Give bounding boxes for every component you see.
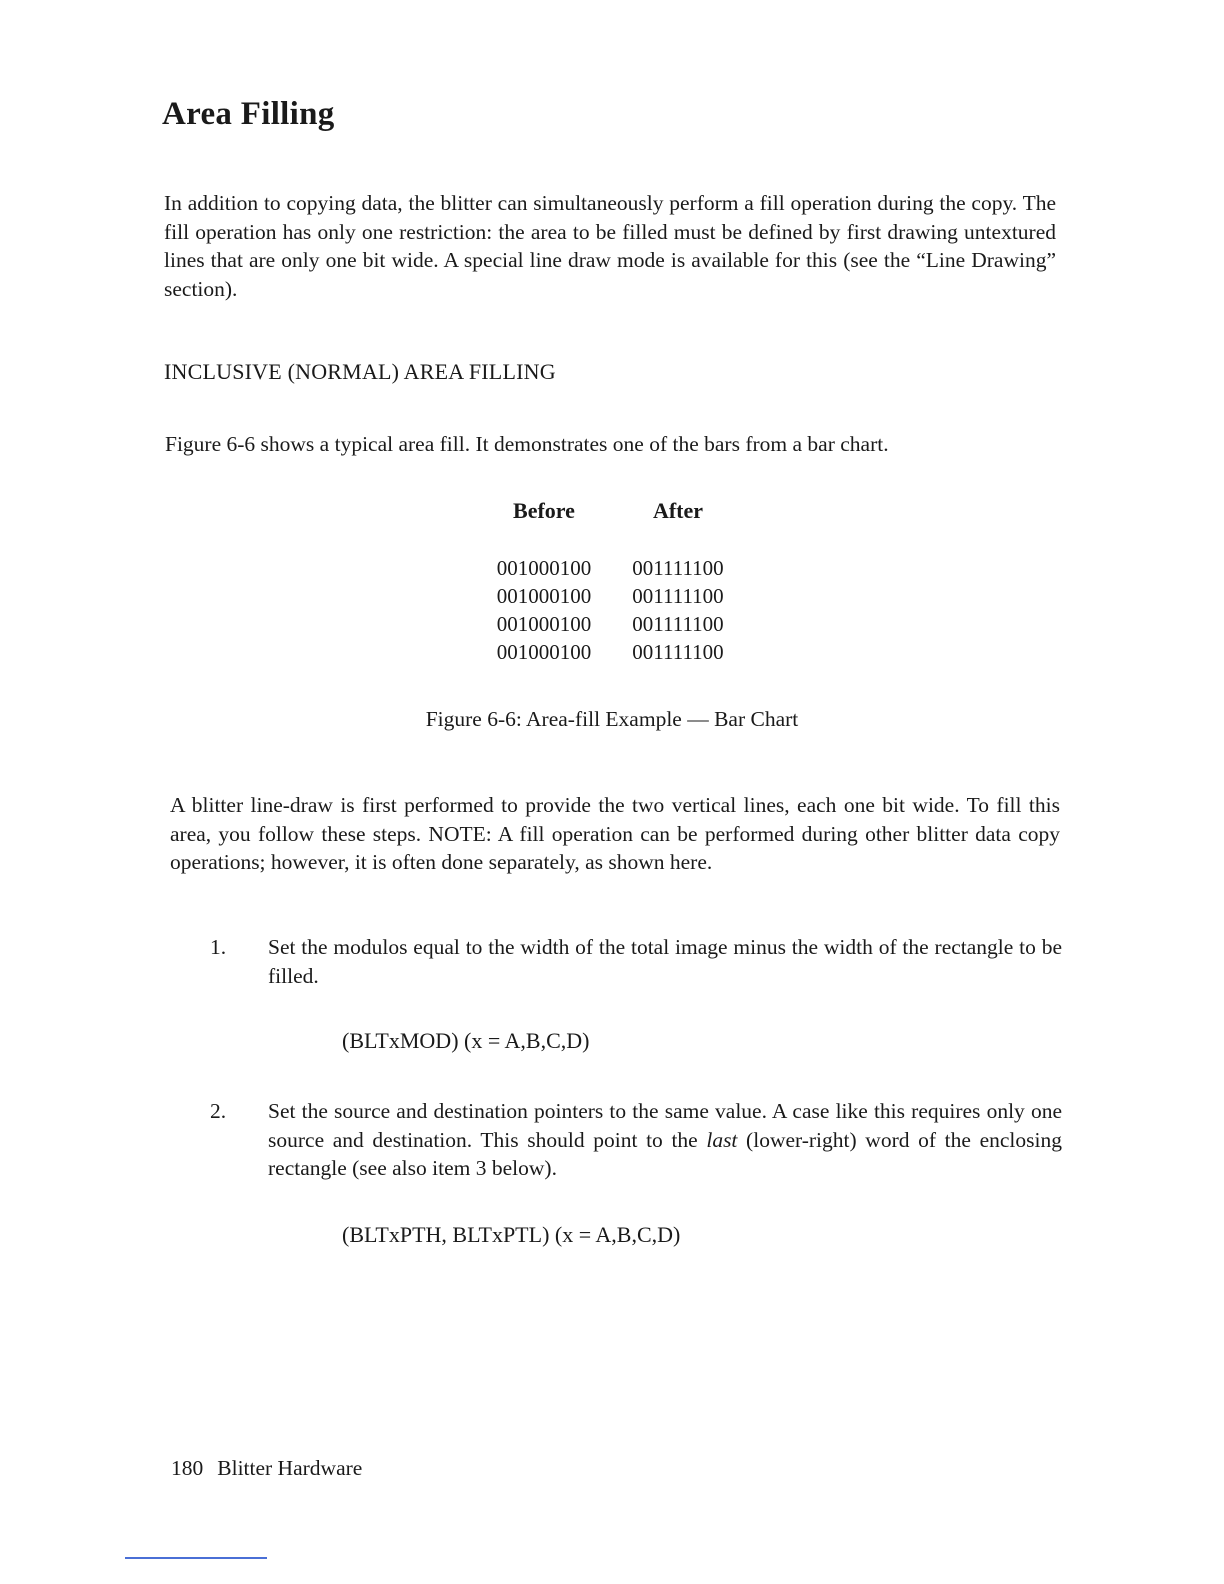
header-after: After <box>652 498 704 523</box>
emphasized-word: last <box>706 1127 738 1152</box>
figure-header <box>480 498 760 528</box>
figure-rows <box>480 554 760 666</box>
before-value: 001000100 <box>496 584 592 608</box>
register-line-2: (BLTxPTH, BLTxPTL) (x = A,B,C,D) <box>342 1222 681 1247</box>
step-text: Set the modulos equal to the width of the total image minus the width of the rectangle to be filled. <box>268 935 1062 988</box>
after-value: 001111100 <box>632 584 724 608</box>
link-underline <box>125 1557 267 1559</box>
step-item-2 <box>210 1097 1062 1183</box>
after-value: 001111100 <box>632 640 724 664</box>
page-number: 180 <box>171 1456 204 1480</box>
before-value: 001000100 <box>496 556 592 580</box>
header-before: Before <box>513 498 575 523</box>
step-item-1 <box>210 933 1062 990</box>
steps-paragraph: A blitter line-draw is first performed to provide the two vertical lines, each one bit wide. To fill this area, you follow these steps. NOTE: A fill operation can be performed during other blitter data copy operations; however, it is often done separately, as shown here. <box>170 793 1060 874</box>
chapter-name: Blitter Hardware <box>217 1456 363 1480</box>
figure-caption: Figure 6-6: Area-fill Example — Bar Chart <box>425 707 799 731</box>
after-value: 001111100 <box>632 612 724 636</box>
step-number: 2. <box>210 1099 227 1123</box>
figure-row <box>480 610 760 638</box>
figure-intro-paragraph: Figure 6-6 shows a typical area fill. It demonstrates one of the bars from a bar chart. <box>165 432 889 456</box>
area-fill-figure <box>480 498 760 666</box>
page-footer <box>171 1456 362 1481</box>
before-value: 001000100 <box>496 640 592 664</box>
after-value: 001111100 <box>632 556 724 580</box>
before-value: 001000100 <box>496 612 592 636</box>
step-text <box>268 1097 1062 1183</box>
section-heading: INCLUSIVE (NORMAL) AREA FILLING <box>164 359 556 384</box>
register-line-1: (BLTxMOD) (x = A,B,C,D) <box>342 1028 590 1053</box>
figure-row <box>480 554 760 582</box>
step-number: 1. <box>210 935 227 959</box>
step-text-part: (lower-right) word of the enclosing rectangle (see also item 3 below). <box>268 1127 1062 1180</box>
figure-row <box>480 638 760 666</box>
step-text-part: Set the source and destination pointers to the same value. A case like this requires only one source and destination. This should point to the <box>268 1099 1062 1152</box>
figure-row <box>480 582 760 610</box>
page-title: Area Filling <box>162 96 335 132</box>
intro-paragraph: In addition to copying data, the blitter can simultaneously perform a fill operation during the copy. The fill operation has only one restriction: the area to be filled must be defined by first drawing untextured lines that are only one bit wide. A special line draw mode is available for this (see the “Line Drawing” section). <box>164 191 1056 301</box>
